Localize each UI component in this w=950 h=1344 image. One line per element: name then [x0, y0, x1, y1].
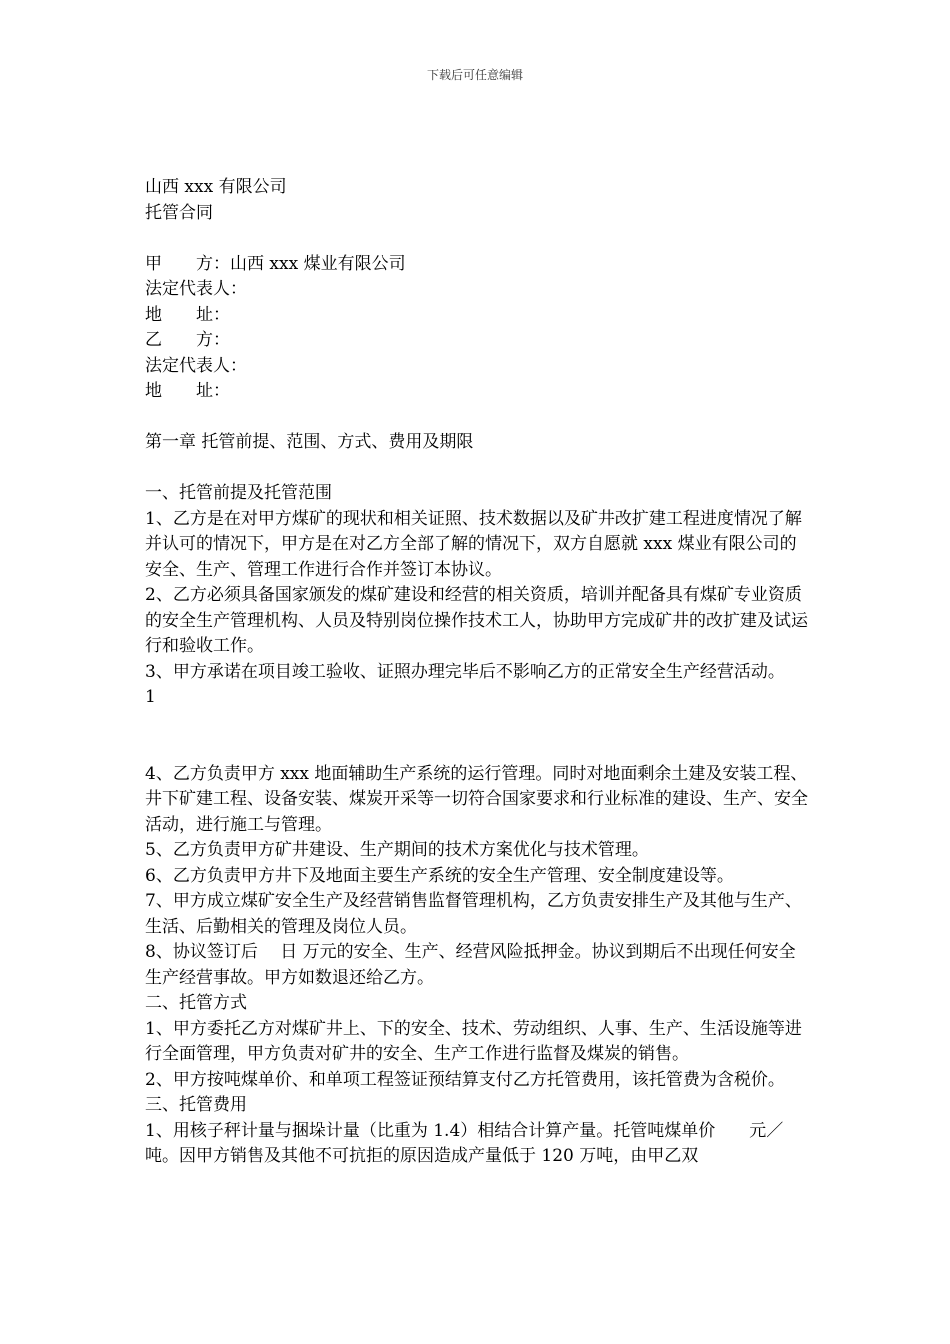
- clause: 5、乙方负责甲方矿井建设、生产期间的技术方案优化与技术管理。: [145, 840, 649, 860]
- party-a-representative: 法定代表人：: [145, 279, 247, 299]
- clause: 2、甲方按吨煤单价、和单项工程签证预结算支付乙方托管费用，该托管费为含税价。: [145, 1069, 785, 1090]
- clause: 3、甲方承诺在项目竣工验收、证照办理完毕后不影响乙方的正常安全生产经营活动。: [145, 661, 785, 682]
- clause: 4、乙方负责甲方 xxx 地面辅助生产系统的运行管理。同时对地面剩余土建及安装工程、井下矿建工程、设备安装、煤炭开采等一切符合国家要求和行业标准的建设、生产、安全活动，进行施工与管理。: [145, 763, 808, 835]
- blank-line: [145, 226, 810, 252]
- clause: 1、甲方委托乙方对煤矿井上、下的安全、技术、劳动组织、人事、生产、生活设施等进行全面管理，甲方负责对矿井的安全、生产工作进行监督及煤炭的销售。: [145, 1018, 802, 1064]
- clause: 6、乙方负责甲方井下及地面主要生产系统的安全生产管理、安全制度建设等。: [145, 865, 734, 886]
- party-b-representative: 法定代表人：: [145, 355, 247, 376]
- clause: 1、乙方是在对甲方煤矿的现状和相关证照、技术数据以及矿井改扩建工程进度情况了解并认可的情况下，甲方是在对乙方全部了解的情况下，双方自愿就 xxx 煤业有限公司的安全、生产、管理工作进行合作并签订本协议。: [145, 508, 802, 580]
- document-body: [145, 175, 810, 1170]
- chapter-title: 第一章 托管前提、范围、方式、费用及期限: [145, 432, 474, 452]
- party-a: 甲 方：山西 xxx 煤业有限公司: [145, 253, 406, 274]
- clause: 8、协议签订后 日 万元的安全、生产、经营风险抵押金。协议到期后不出现任何安全生产经营事故。甲方如数退还给乙方。: [145, 942, 796, 988]
- page-number: 1: [145, 687, 156, 707]
- header-note: 下载后可任意编辑: [426, 68, 523, 82]
- clause: 2、乙方必须具备国家颁发的煤矿建设和经营的相关资质，培训并配备具有煤矿专业资质的安全生产管理机构、人员及特别岗位操作技术工人，协助甲方完成矿井的改扩建及试运行和验收工作。: [145, 585, 808, 656]
- party-b-address: 地 址：: [145, 381, 230, 401]
- blank-line: [145, 456, 810, 482]
- blank-line: [145, 405, 810, 431]
- clause: 7、甲方成立煤矿安全生产及经营销售监督管理机构，乙方负责安排生产及其他与生产、生活、后勤相关的管理及岗位人员。: [145, 891, 802, 937]
- section-title: 三、托管费用: [145, 1095, 247, 1115]
- clause: 1、用核子秤计量与捆垛计量（比重为 1.4）相结合计算产量。托管吨煤单价 元／吨。因甲方销售及其他不可抗拒的原因造成产量低于 120 万吨，由甲乙双: [145, 1120, 784, 1166]
- title-contract: 托管合同: [145, 202, 213, 223]
- section-title: 一、托管前提及托管范围: [145, 483, 332, 503]
- party-a-address: 地 址：: [145, 304, 230, 325]
- party-b: 乙 方：: [145, 330, 230, 350]
- section-title: 二、托管方式: [145, 993, 247, 1013]
- title-company: 山西 xxx 有限公司: [145, 177, 287, 197]
